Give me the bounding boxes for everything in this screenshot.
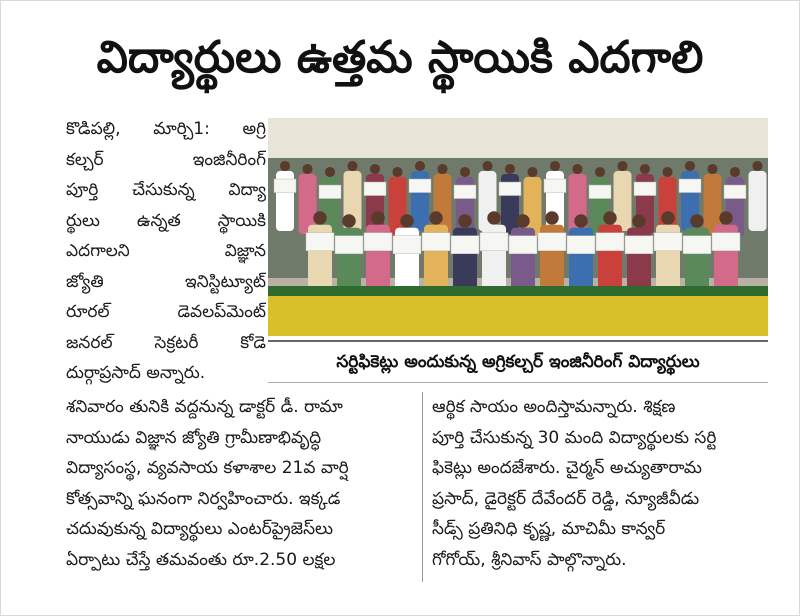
certificate <box>544 179 566 193</box>
photo-caption: సర్టిఫికెట్లు అందుకున్న అగ్రికల్చర్ ఇంజినీరింగ్ విద్యార్థులు <box>268 340 768 383</box>
article-column-left-top <box>66 114 266 389</box>
person-head <box>302 164 312 174</box>
person-head <box>603 211 616 224</box>
certificate <box>499 182 521 196</box>
tent-canopy <box>268 118 768 158</box>
person-body <box>749 171 767 231</box>
article-line: రూరల్ డెవలప్‌మెంట్ <box>66 302 266 322</box>
article-line: పూర్తి చేసుకున్న 30 మంది విద్యార్థులకు సర్టి <box>432 427 717 448</box>
person-head <box>640 164 650 174</box>
article-line: కొడిపల్లి, మార్చి1: అగ్రి <box>66 119 266 139</box>
person-head <box>527 167 537 177</box>
certificate <box>509 236 537 254</box>
person-head <box>574 214 587 227</box>
person-body <box>614 171 632 231</box>
stage-floor <box>268 286 768 296</box>
certificate <box>306 233 334 251</box>
certificate <box>335 236 363 254</box>
students-group-photo <box>268 118 768 336</box>
person-head <box>313 211 326 224</box>
person-head <box>550 161 560 171</box>
article-line: చదువుకున్న విద్యార్థులు ఎంటర్‌ప్రైజెస్‌లు <box>66 519 333 539</box>
person-head <box>347 161 357 171</box>
certificate <box>364 182 386 196</box>
person-head <box>707 164 717 174</box>
certificate <box>274 179 296 193</box>
person-head <box>415 161 425 171</box>
person-head <box>505 164 515 174</box>
column-divider <box>422 392 423 582</box>
person-head <box>662 167 672 177</box>
certificate <box>454 185 476 199</box>
certificate <box>654 233 682 251</box>
certificate <box>451 236 479 254</box>
person-head <box>632 214 645 227</box>
article-column-left-bottom <box>66 392 414 575</box>
person-head <box>595 167 605 177</box>
article-line: దుర్గాప్రసాద్ అన్నారు. <box>66 363 206 383</box>
article-line: సీడ్స్ ప్రతినిధి కృష్ణ, మాచిమీ కాన్వర్ <box>432 519 666 539</box>
person-head <box>370 164 380 174</box>
certificate <box>422 233 450 251</box>
person-head <box>437 164 447 174</box>
certificate <box>683 236 711 254</box>
article-line: కల్చర్ ఇంజినీరింగ్ <box>66 149 266 170</box>
certificate <box>319 185 341 199</box>
article-line: ఫికెట్లు అందజేశారు. చైర్మన్ అచ్యుతారామ <box>432 458 702 478</box>
person-head <box>685 161 695 171</box>
news-photo <box>268 118 768 336</box>
person-head <box>342 214 355 227</box>
person-head <box>400 214 413 227</box>
person-head <box>482 161 492 171</box>
person-head <box>661 211 674 224</box>
person-head <box>487 211 500 224</box>
article-line: గోగోయ్, శ్రీనివాస్ పాల్గొన్నారు. <box>432 549 627 570</box>
person-head <box>752 161 762 171</box>
person-head <box>617 161 627 171</box>
person-head <box>371 211 384 224</box>
article-line: జనరల్ సెక్రటరీ కోడె <box>66 332 266 353</box>
article-line: శనివారం తునికి వద్దనున్న డాక్టర్ డీ. రామా <box>66 397 343 417</box>
article-line: ప్రసాద్, డైరెక్టర్ దేవేందర్ రెడ్డి, న్యూజీవీడు <box>432 488 700 509</box>
certificate <box>393 236 421 254</box>
certificate <box>589 185 611 199</box>
article-line: విద్యాసంస్థ, వ్యవసాయ కళాశాల 21వ వార్షి <box>66 458 349 478</box>
article-line: కోత్సవాన్ని ఘనంగా నిర్వహించారు. ఇక్కడ <box>66 488 341 509</box>
article-column-right-bottom <box>432 392 764 575</box>
certificate <box>538 233 566 251</box>
person-head <box>730 167 740 177</box>
person-head <box>280 161 290 171</box>
article-line: నాయుడు విజ్ఞాన జ్యోతి గ్రామీణాభివృద్ధి <box>66 427 322 448</box>
person-head <box>460 167 470 177</box>
certificate <box>712 233 740 251</box>
certificate <box>724 185 746 199</box>
person-head <box>719 211 732 224</box>
article-line: జ్యోతి ఇనిస్టిట్యూట్ <box>66 271 266 292</box>
certificate <box>409 179 431 193</box>
article-line: ఆర్థిక సాయం అందిస్తామన్నారు. శిక్షణ <box>432 397 676 417</box>
certificate <box>634 182 656 196</box>
certificate <box>679 179 701 193</box>
certificate <box>567 236 595 254</box>
person-head <box>392 167 402 177</box>
certificate <box>364 233 392 251</box>
person-head <box>690 214 703 227</box>
article-line: పూర్తి చేసుకున్న విద్యా <box>66 180 266 200</box>
certificate <box>596 233 624 251</box>
person-head <box>458 214 471 227</box>
person-head <box>429 211 442 224</box>
certificate <box>625 236 653 254</box>
certificate <box>480 233 508 251</box>
article-line: ఏర్పాటు చేస్తే తమవంతు రూ.2.50 లక్షల <box>66 549 336 570</box>
headline: విద్యార్థులు ఉత్తమ స్థాయికి ఎదగాలి <box>96 32 704 83</box>
article-line: ర్థులు ఉన్నత స్థాయికి <box>66 210 266 231</box>
person-head <box>325 167 335 177</box>
article-line: ఎదగాలని విజ్ఞాన <box>66 241 266 261</box>
person-head <box>545 211 558 224</box>
person-head <box>516 214 529 227</box>
person-head <box>572 164 582 174</box>
